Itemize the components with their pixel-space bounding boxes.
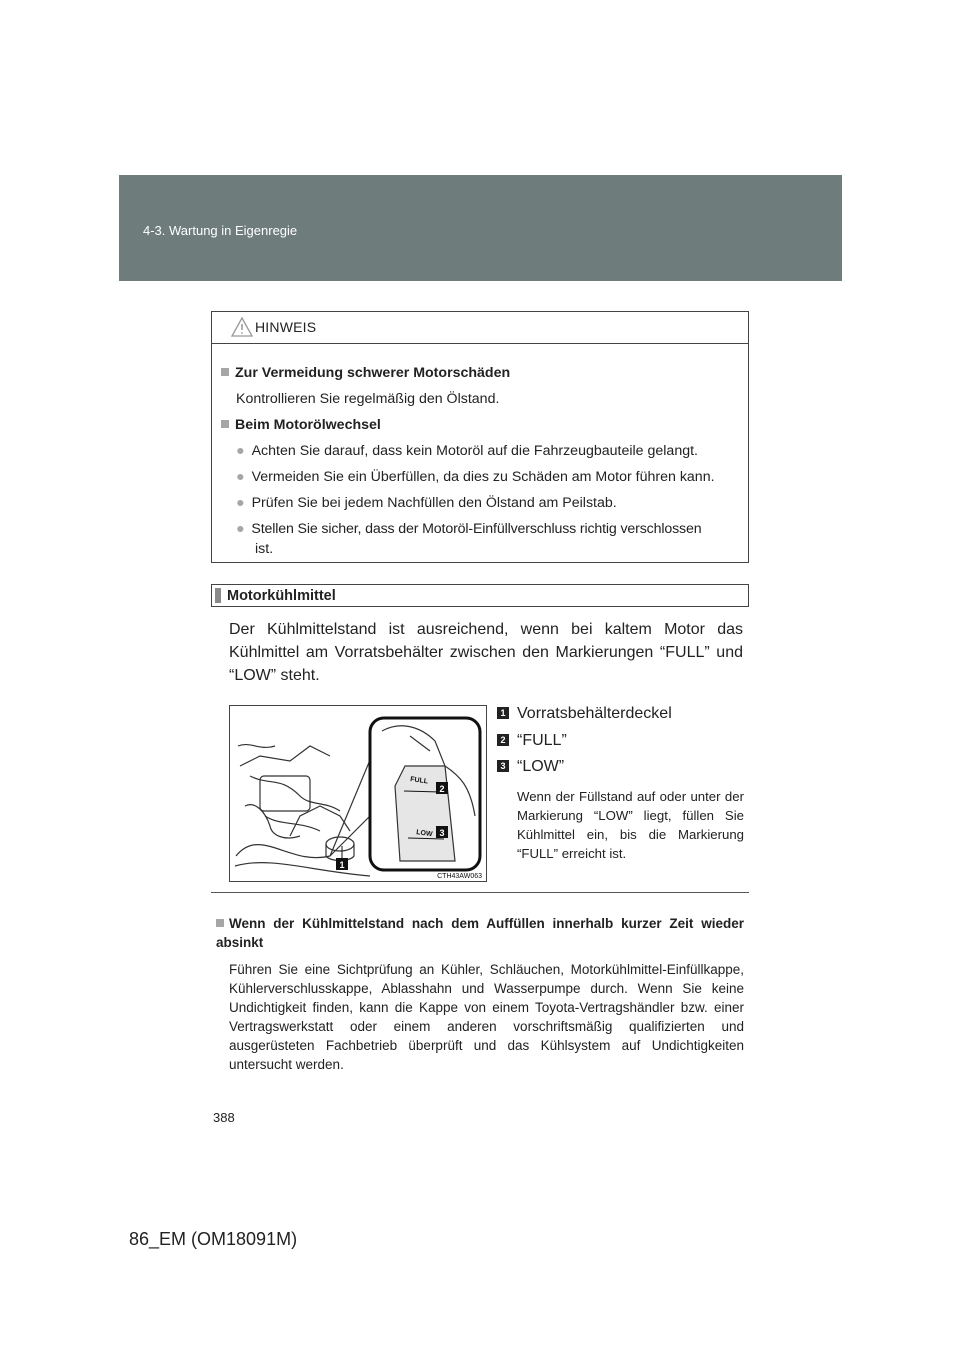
- legend-item-1: [497, 704, 672, 724]
- callout-badge-1: [336, 846, 348, 870]
- circle-bullet-icon: ●: [236, 521, 245, 537]
- notice-bullet-text: Prüfen Sie bei jedem Nachfüllen den Ölstand am Peilstab.: [251, 495, 617, 511]
- legend-item-2: [497, 731, 567, 751]
- document-code: 86_EM (OM18091M): [129, 1229, 298, 1249]
- low-mark-label: LOW: [415, 829, 433, 839]
- legend-badge: 1: [497, 707, 509, 719]
- notice-bullet-text: Achten Sie darauf, dass kein Motoröl auf die Fahrzeugbauteile gelangt.: [251, 443, 698, 459]
- notice-heading-2: [221, 415, 381, 435]
- legend-text: Vorratsbehälterdeckel: [517, 705, 672, 722]
- notice-bullet-text: Stellen Sie sicher, dass der Motoröl-Einfüllverschluss richtig verschlossen: [251, 521, 702, 537]
- full-mark-label: FULL: [409, 776, 429, 786]
- circle-bullet-icon: ●: [236, 495, 245, 511]
- legend-badge: 2: [497, 734, 509, 746]
- legend-note: Wenn der Füllstand auf oder unter der Markierung “LOW” liegt, füllen Sie Kühlmittel ein, bis die Markierung “FULL” erreicht ist.: [517, 789, 744, 861]
- notice-heading-2-text: Beim Motorölwechsel: [235, 417, 381, 433]
- callout-badge-3: [436, 826, 448, 838]
- notice-bullet-2: [236, 467, 715, 487]
- section-intro: Der Kühlmittelstand ist ausreichend, wenn bei kaltem Motor das Kühlmittel am Vorratsbehälter zwischen den Markierungen “FULL” und “LOW” steht.: [229, 621, 743, 684]
- engine-bay-drawing: [230, 706, 486, 881]
- coolant-reservoir-illustration: [229, 705, 487, 882]
- divider: [211, 892, 749, 893]
- warning-triangle-icon: [230, 316, 254, 338]
- square-bullet-icon: [221, 420, 229, 428]
- svg-text:2: 2: [439, 784, 445, 794]
- figure-code: CTH43AW063: [437, 873, 482, 880]
- callout-badge-2: [436, 782, 448, 794]
- section-title: Motorkühlmittel: [227, 588, 336, 604]
- notice-bullet-4-cont: ist.: [255, 541, 274, 557]
- legend-badge: 3: [497, 760, 509, 772]
- notice-bullet-3: [236, 493, 617, 513]
- info-heading: [216, 914, 744, 952]
- notice-title: HINWEIS: [255, 319, 317, 335]
- svg-text:1: 1: [339, 860, 345, 870]
- legend-text: “LOW”: [517, 758, 565, 775]
- chapter-title: 4-3. Wartung in Eigenregie: [143, 223, 298, 238]
- notice-bullet-4: [236, 519, 701, 539]
- circle-bullet-icon: ●: [236, 469, 245, 485]
- notice-bullet-text: Vermeiden Sie ein Überfüllen, da dies zu Schäden am Motor führen kann.: [251, 469, 715, 485]
- page-number: 388: [213, 1110, 235, 1125]
- section-marker: [215, 588, 221, 603]
- notice-bullet-1: [236, 441, 698, 461]
- section-heading: [211, 584, 749, 607]
- svg-text:3: 3: [439, 828, 445, 838]
- notice-header: [212, 312, 748, 344]
- circle-bullet-icon: ●: [236, 443, 245, 459]
- chapter-header-band: [119, 175, 842, 281]
- legend-item-3: [497, 757, 564, 777]
- notice-text-1: Kontrollieren Sie regelmäßig den Ölstand.: [236, 391, 500, 407]
- notice-heading-1: [221, 363, 510, 383]
- info-body: Führen Sie eine Sichtprüfung an Kühler, Schläuchen, Motorkühlmittel-Einfüllkappe, Kühlerverschlusskappe, Ablasshahn und Wasserpumpe durch. Wenn Sie keine Undichtigkeit finden, kann die Kappe von einem Toyota-Vertragshändler bzw. einer Vertragswerkstatt oder einem anderen vorschriftsmäßig qualifizierten und ausgerüsteten Fachbetrieb überprüft und das Kühlsystem auf Undichtigkeiten untersucht werden.: [229, 962, 744, 1072]
- notice-box: [211, 311, 749, 563]
- square-bullet-icon: [216, 919, 224, 927]
- notice-heading-1-text: Zur Vermeidung schwerer Motorschäden: [235, 365, 511, 381]
- info-heading-text: Wenn der Kühlmittelstand nach dem Auffüllen innerhalb kurzer Zeit wieder absinkt: [216, 916, 744, 950]
- square-bullet-icon: [221, 368, 229, 376]
- legend-text: “FULL”: [517, 732, 567, 749]
